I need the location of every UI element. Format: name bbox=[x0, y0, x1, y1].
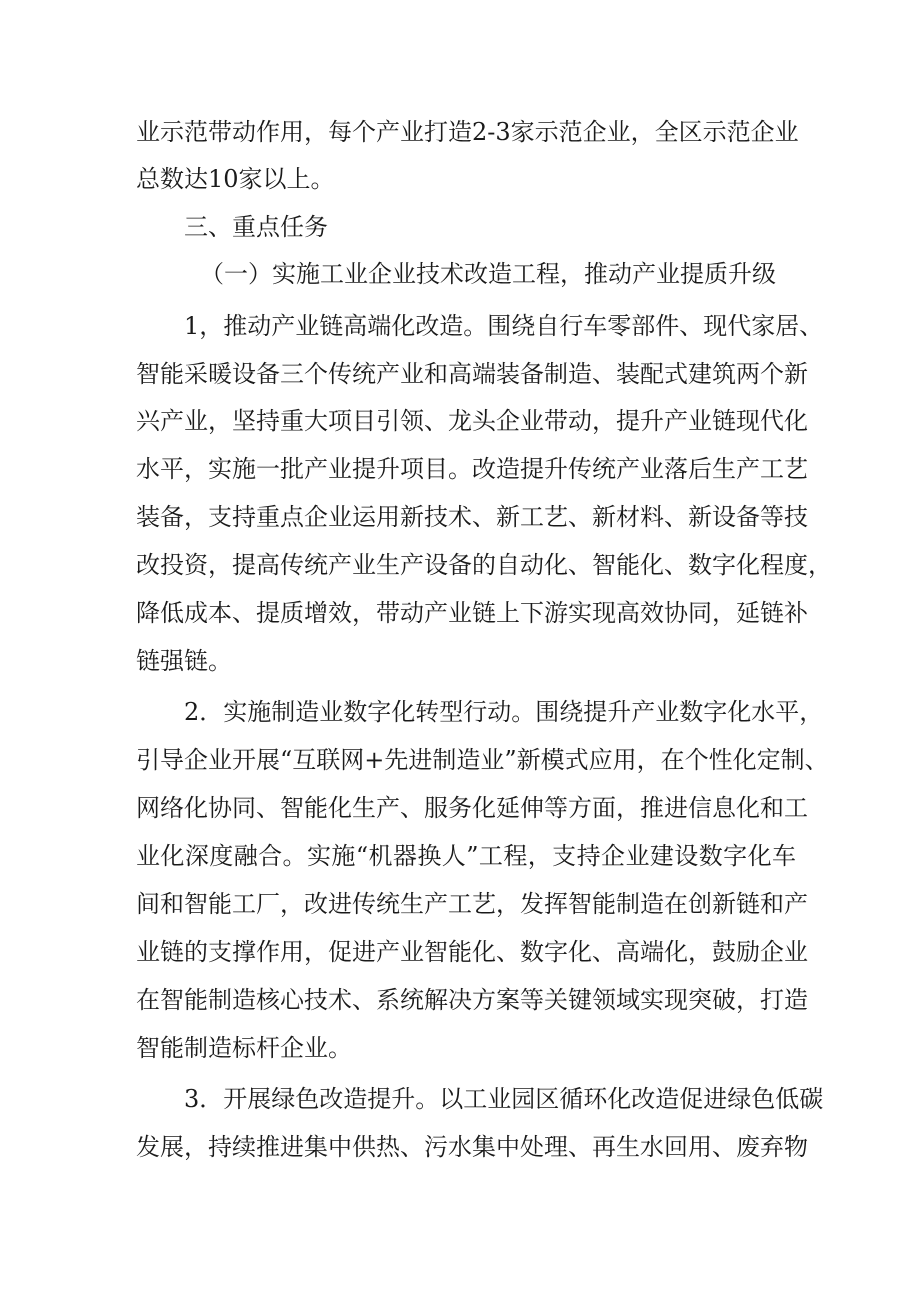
paragraph1-line-8: 链强链。 bbox=[136, 647, 232, 675]
paragraph1-line-5: 装备，支持重点企业运用新技术、新工艺、新材料、新设备等技 bbox=[136, 503, 808, 531]
paragraph2-line-6: 业链的支撑作用，促进产业智能化、数字化、高端化，鼓励企业 bbox=[136, 938, 808, 966]
paragraph1-line-7: 降低成本、提质增效，带动产业链上下游实现高效协同，延链补 bbox=[136, 599, 808, 627]
sub-heading: （一）实施工业企业技术改造工程，推动产业提质升级 bbox=[200, 260, 776, 288]
paragraph3-line-1: 3．开展绿色改造提升。以工业园区循环化改造促进绿色低碳 bbox=[184, 1085, 824, 1113]
paragraph2-line-7: 在智能制造核心技术、系统解决方案等关键领域实现突破，打造 bbox=[136, 986, 808, 1014]
paragraph2-line-8: 智能制造标杆企业。 bbox=[136, 1034, 352, 1062]
paragraph1-line-6: 改投资，提高传统产业生产设备的自动化、智能化、数字化程度， bbox=[136, 551, 832, 579]
paragraph1-line-4: 水平，实施一批产业提升项目。改造提升传统产业落后生产工艺 bbox=[136, 455, 808, 483]
paragraph2-line-1: 2．实施制造业数字化转型行动。围绕提升产业数字化水平， bbox=[184, 698, 824, 726]
paragraph1-line-3: 兴产业，坚持重大项目引领、龙头企业带动，提升产业链现代化 bbox=[136, 407, 808, 435]
paragraph1-line-2: 智能采暖设备三个传统产业和高端装备制造、装配式建筑两个新 bbox=[136, 360, 808, 388]
paragraph2-line-5: 间和智能工厂，改进传统生产工艺，发挥智能制造在创新链和产 bbox=[136, 890, 808, 918]
paragraph2-line-3: 网络化协同、智能化生产、服务化延伸等方面，推进信息化和工 bbox=[136, 794, 808, 822]
paragraph2-line-4: 业化深度融合。实施“机器换人”工程，支持企业建设数字化车 bbox=[136, 842, 796, 870]
paragraph2-line-2: 引导企业开展“互联网+先进制造业”新模式应用，在个性化定制、 bbox=[136, 746, 829, 774]
paragraph3-line-2: 发展，持续推进集中供热、污水集中处理、再生水回用、废弃物 bbox=[136, 1133, 808, 1161]
intro-line-1: 业示范带动作用，每个产业打造2-3家示范企业，全区示范企业 bbox=[136, 118, 799, 146]
section-heading: 三、重点任务 bbox=[184, 213, 328, 241]
intro-line-2: 总数达10家以上。 bbox=[136, 165, 335, 193]
paragraph1-line-1: 1，推动产业链高端化改造。围绕自行车零部件、现代家居、 bbox=[184, 312, 824, 340]
